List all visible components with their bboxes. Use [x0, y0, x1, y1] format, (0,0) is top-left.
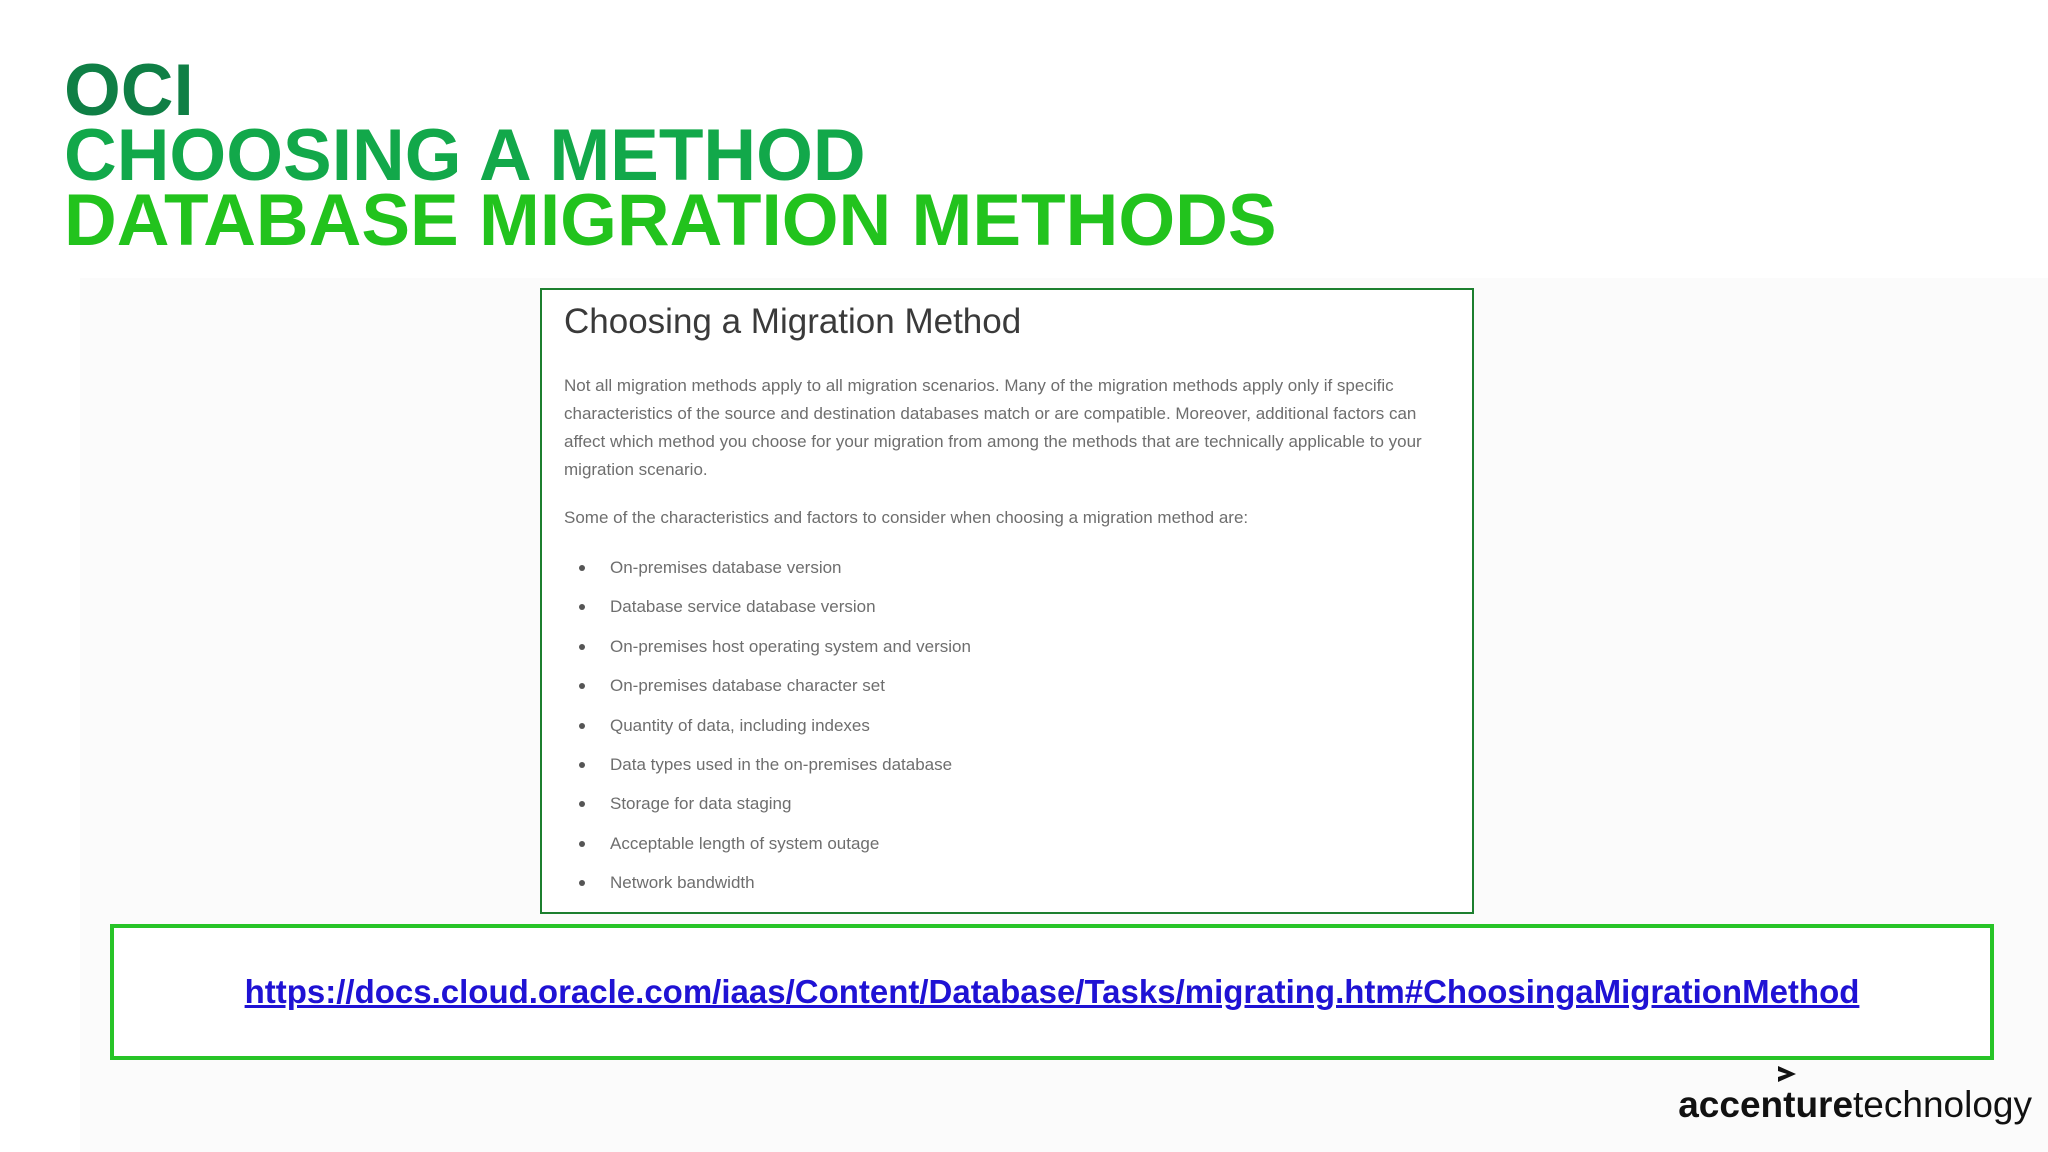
accenture-technology-logo	[1678, 1084, 2032, 1140]
list-item	[564, 790, 971, 829]
list-item-label: Database service database version	[610, 597, 876, 617]
docs-link[interactable]: https://docs.cloud.oracle.com/iaas/Content/Database/Tasks/migrating.htm#ChoosingaMigrationMethod	[244, 973, 1860, 1010]
bullet-icon	[579, 762, 585, 768]
bullet-icon	[579, 880, 585, 886]
doc-screenshot	[540, 288, 1474, 914]
list-item-label: Network bandwidth	[610, 873, 755, 893]
list-item-label: Acceptable length of system outage	[610, 833, 880, 853]
title-line-database-migration-methods: DATABASE MIGRATION METHODS	[64, 180, 1277, 261]
list-item-label: Data types used in the on-premises database	[610, 754, 953, 774]
bullet-icon	[579, 801, 585, 807]
list-item-label: On-premises host operating system and version	[610, 636, 971, 656]
link-box	[110, 924, 1994, 1060]
list-item-label: On-premises database character set	[610, 676, 885, 696]
factor-list	[564, 554, 971, 909]
doc-paragraph-factors: Some of the characteristics and factors to consider when choosing a migration method are:	[564, 508, 1249, 527]
bullet-icon	[579, 841, 585, 847]
list-item	[564, 869, 971, 908]
list-item	[564, 830, 971, 869]
list-item-label: Quantity of data, including indexes	[610, 715, 870, 735]
doc-paragraph-intro: Not all migration methods apply to all migration scenarios. Many of the migration methods apply only if specific characteristics of the source and destination databases match or are compatible. Moreover, additional factors can affect which method you choose for your migration from among the methods that are technically applicable to your migration scenario.	[564, 376, 1422, 479]
brand-name: accenture	[1678, 1084, 1854, 1125]
list-item	[564, 712, 971, 751]
bullet-icon	[579, 565, 585, 571]
slide-title	[64, 50, 1277, 261]
bullet-icon	[579, 723, 585, 729]
bullet-icon	[579, 604, 585, 610]
bullet-icon	[579, 644, 585, 650]
brand-suffix: technology	[1853, 1084, 2032, 1125]
title-line-choosing-method: CHOOSING A METHOD	[64, 115, 866, 196]
list-item	[564, 672, 971, 711]
accenture-chevron-icon	[1774, 1062, 1804, 1088]
title-line-oci: OCI	[64, 50, 194, 131]
doc-heading: Choosing a Migration Method	[564, 302, 1022, 341]
list-item-label: Storage for data staging	[610, 794, 792, 814]
list-item-label: On-premises database version	[610, 558, 842, 577]
bullet-icon	[579, 683, 585, 689]
list-item	[564, 633, 971, 672]
list-item	[564, 593, 971, 632]
list-item	[564, 751, 971, 790]
list-item	[564, 554, 971, 593]
